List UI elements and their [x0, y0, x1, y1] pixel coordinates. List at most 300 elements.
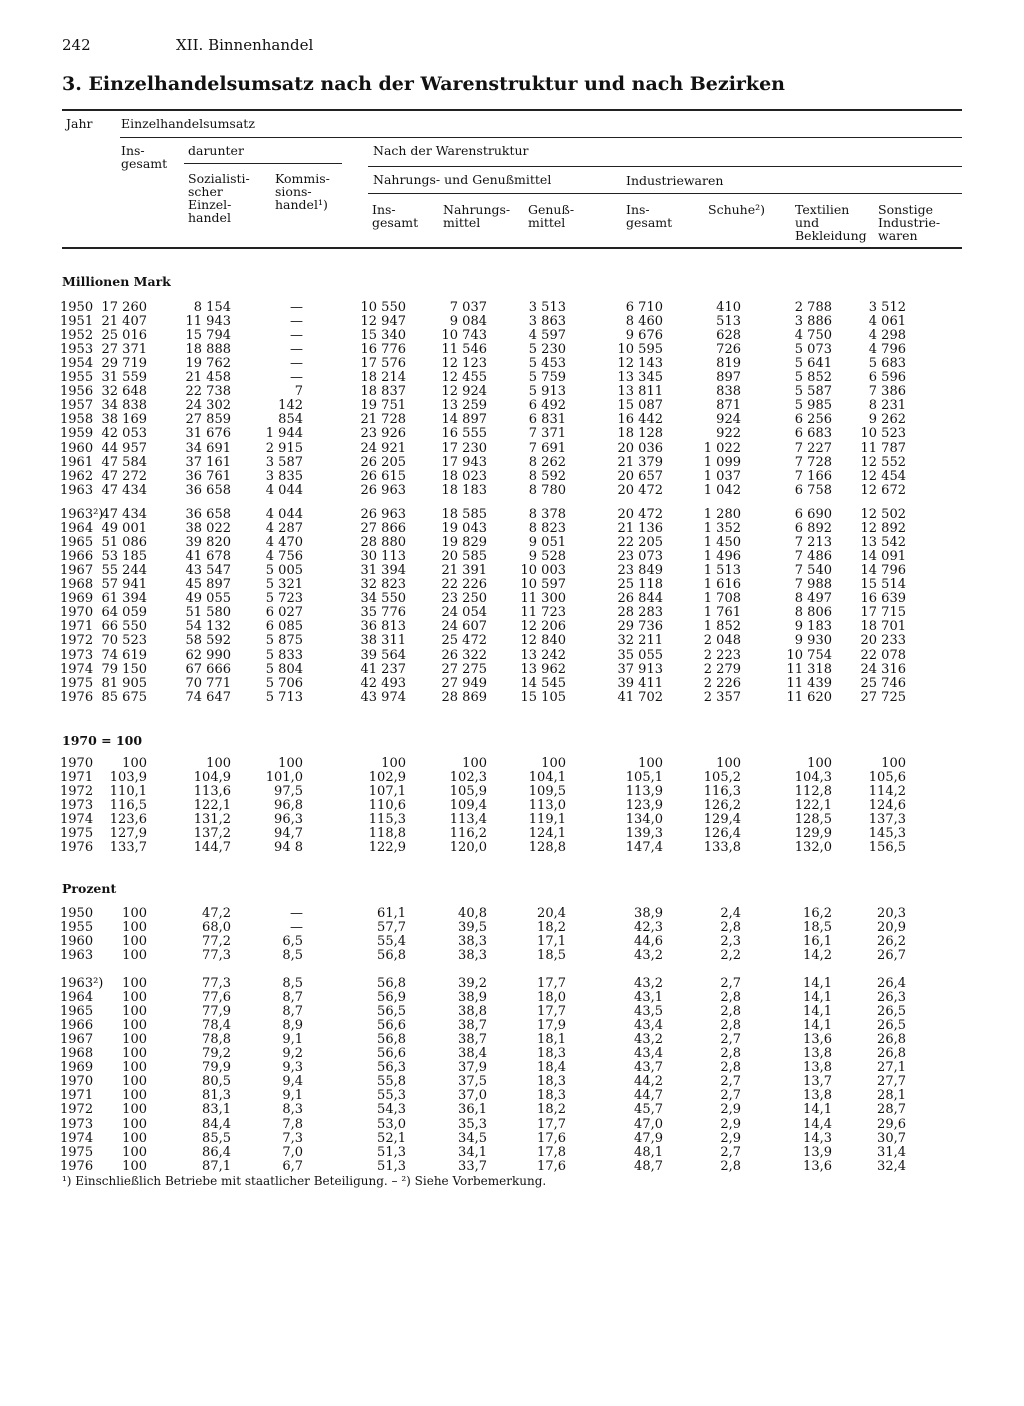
cell-schuhe: 126,2	[703, 798, 741, 814]
cell-n-insgesamt: 55,4	[377, 934, 406, 950]
cell-n-insgesamt: 56,5	[377, 1004, 406, 1020]
table-row	[0, 1118, 1024, 1132]
cell-i-insgesamt: 32 211	[617, 633, 663, 649]
cell-textilien: 6 892	[794, 521, 832, 537]
cell-i-insgesamt: 9 676	[625, 328, 663, 344]
cell-kommission: 9,1	[282, 1088, 303, 1104]
cell-sozialistisch: 39 820	[185, 535, 231, 551]
cell-kommission: 9,3	[282, 1060, 303, 1076]
cell-jahr: 1950	[60, 300, 94, 315]
cell-kommission: 4 470	[265, 535, 303, 551]
cell-jahr: 1976	[60, 1158, 94, 1174]
cell-i-insgesamt: 123,9	[625, 798, 663, 814]
cell-schuhe: 2 357	[703, 689, 741, 705]
cell-kommission: —	[290, 370, 303, 386]
cell-sonstige: 24 316	[860, 661, 906, 677]
cell-textilien: 11 318	[786, 661, 832, 677]
table-row	[0, 1160, 1024, 1174]
cell-textilien: 5 641	[794, 356, 832, 372]
cell-textilien: 13,6	[803, 1158, 832, 1174]
table-row	[0, 427, 1024, 441]
cell-n-insgesamt: 51,3	[377, 1158, 406, 1174]
cell-sozialistisch: 38 022	[185, 521, 231, 537]
cell-i-insgesamt: 6 710	[625, 300, 663, 315]
cell-textilien: 4 750	[794, 328, 832, 344]
cell-n-insgesamt: 102,9	[368, 770, 406, 786]
cell-i-insgesamt: 47,9	[634, 1130, 663, 1146]
cell-sonstige: 9 262	[868, 412, 906, 428]
cell-schuhe: 105,2	[703, 770, 741, 786]
cell-n-insgesamt: 38 311	[360, 633, 406, 649]
cell-schuhe: 2,8	[720, 1046, 741, 1062]
cell-schuhe: 2,9	[720, 1130, 741, 1146]
cell-kommission: 8,3	[282, 1102, 303, 1118]
cell-sonstige: 12 672	[860, 482, 906, 498]
cell-n-insgesamt: 100	[381, 756, 406, 771]
cell-insgesamt: 74 619	[101, 647, 147, 663]
cell-sonstige: 25 746	[860, 675, 906, 691]
cell-n-insgesamt: 28 880	[360, 535, 406, 551]
cell-i-insgesamt: 8 460	[625, 314, 663, 330]
cell-nahrungsmittel: 120,0	[449, 840, 487, 856]
cell-i-insgesamt: 105,1	[625, 770, 663, 786]
table-title: 3. Einzelhandelsumsatz nach der Warenstruktur und nach Bezirken	[62, 73, 785, 95]
cell-sozialistisch: 81,3	[202, 1088, 231, 1104]
cell-kommission: 142	[278, 398, 303, 414]
cell-kommission: 6 027	[265, 605, 303, 621]
cell-i-insgesamt: 18 128	[617, 426, 663, 442]
cell-textilien: 10 754	[786, 647, 832, 663]
cell-jahr: 1964	[60, 990, 94, 1006]
cell-nahrungsmittel: 116,2	[449, 826, 487, 842]
cell-kommission: 1 944	[265, 426, 303, 442]
cell-nahrungsmittel: 18 585	[441, 507, 487, 522]
header-rule-top	[62, 109, 962, 111]
cell-jahr: 1969	[60, 1060, 94, 1076]
cell-insgesamt: 100	[122, 934, 147, 950]
cell-genussmittel: 10 003	[520, 563, 566, 579]
cell-sozialistisch: 122,1	[193, 798, 231, 814]
cell-sonstige: 27,7	[877, 1074, 906, 1090]
cell-sonstige: 12 502	[860, 507, 906, 522]
cell-textilien: 2 788	[794, 300, 832, 315]
table-row	[0, 606, 1024, 620]
cell-sozialistisch: 54 132	[185, 619, 231, 635]
cell-sonstige: 8 231	[868, 398, 906, 414]
cell-sonstige: 18 701	[860, 619, 906, 635]
cell-jahr: 1951	[60, 314, 94, 330]
cell-nahrungsmittel: 109,4	[449, 798, 487, 814]
cell-kommission: 101,0	[265, 770, 303, 786]
cell-i-insgesamt: 10 595	[617, 342, 663, 358]
cell-i-insgesamt: 113,9	[625, 784, 663, 800]
cell-kommission: 4 287	[265, 521, 303, 537]
cell-genussmittel: 5 913	[528, 384, 566, 400]
cell-schuhe: 1 616	[703, 577, 741, 593]
cell-i-insgesamt: 43,2	[634, 976, 663, 991]
cell-insgesamt: 100	[122, 1144, 147, 1160]
chapter-title: XII. Binnenhandel	[176, 36, 314, 54]
header-rule-einzel	[120, 137, 962, 138]
cell-nahrungsmittel: 18 023	[441, 468, 487, 484]
cell-insgesamt: 31 559	[101, 370, 147, 386]
cell-schuhe: 100	[716, 756, 741, 771]
table-row	[0, 343, 1024, 357]
cell-sonstige: 3 512	[868, 300, 906, 315]
cell-sonstige: 4 796	[868, 342, 906, 358]
cell-sozialistisch: 51 580	[185, 605, 231, 621]
cell-n-insgesamt: 51,3	[377, 1144, 406, 1160]
cell-jahr: 1975	[60, 675, 94, 691]
table-row	[0, 691, 1024, 705]
cell-n-insgesamt: 36 813	[360, 619, 406, 635]
cell-genussmittel: 18,1	[537, 1032, 566, 1048]
cell-sonstige: 20,9	[877, 920, 906, 936]
cell-kommission: 7,8	[282, 1116, 303, 1132]
cell-sozialistisch: 144,7	[193, 840, 231, 856]
cell-jahr: 1976	[60, 840, 94, 856]
cell-insgesamt: 34 838	[101, 398, 147, 414]
cell-schuhe: 2,3	[720, 934, 741, 950]
cell-genussmittel: 124,1	[528, 826, 566, 842]
cell-sozialistisch: 45 897	[185, 577, 231, 593]
cell-insgesamt: 57 941	[101, 577, 147, 593]
table-row	[0, 484, 1024, 498]
cell-nahrungsmittel: 34,5	[458, 1130, 487, 1146]
cell-genussmittel: 14 545	[520, 675, 566, 691]
cell-kommission: 100	[278, 756, 303, 771]
cell-i-insgesamt: 23 849	[617, 563, 663, 579]
cell-n-insgesamt: 26 205	[360, 454, 406, 470]
table-row	[0, 620, 1024, 634]
cell-sonstige: 22 078	[860, 647, 906, 663]
cell-nahrungsmittel: 12 455	[441, 370, 487, 386]
cell-insgesamt: 100	[122, 948, 147, 964]
cell-nahrungsmittel: 20 585	[441, 549, 487, 565]
cell-jahr: 1963	[60, 482, 94, 498]
cell-textilien: 6 690	[794, 507, 832, 522]
cell-i-insgesamt: 139,3	[625, 826, 663, 842]
table-row	[0, 977, 1024, 991]
cell-nahrungsmittel: 26 322	[441, 647, 487, 663]
cell-kommission: 9,2	[282, 1046, 303, 1062]
cell-n-insgesamt: 26 615	[360, 468, 406, 484]
cell-genussmittel: 18,4	[537, 1060, 566, 1076]
cell-nahrungsmittel: 37,5	[458, 1074, 487, 1090]
cell-sozialistisch: 19 762	[185, 356, 231, 372]
cell-sonstige: 12 892	[860, 521, 906, 537]
cell-kommission: 8,5	[282, 948, 303, 964]
cell-sozialistisch: 36 658	[185, 482, 231, 498]
cell-jahr: 1970	[60, 1074, 94, 1090]
cell-nahrungsmittel: 38,7	[458, 1032, 487, 1048]
cell-nahrungsmittel: 37,9	[458, 1060, 487, 1076]
table-row	[0, 592, 1024, 606]
cell-textilien: 13,7	[803, 1074, 832, 1090]
header-nahrung-group: Nahrungs- und Genußmittel	[373, 172, 552, 187]
cell-n-insgesamt: 110,6	[368, 798, 406, 814]
cell-n-insgesamt: 56,8	[377, 1032, 406, 1048]
cell-i-insgesamt: 38,9	[634, 906, 663, 921]
cell-textilien: 8 806	[794, 605, 832, 621]
cell-sonstige: 14 091	[860, 549, 906, 565]
cell-insgesamt: 47 584	[101, 454, 147, 470]
cell-i-insgesamt: 44,6	[634, 934, 663, 950]
cell-schuhe: 410	[716, 300, 741, 315]
cell-genussmittel: 12 206	[520, 619, 566, 635]
cell-genussmittel: 7 371	[528, 426, 566, 442]
table-row	[0, 357, 1024, 371]
cell-kommission: 7,0	[282, 1144, 303, 1160]
cell-insgesamt: 100	[122, 906, 147, 921]
cell-schuhe: 1 513	[703, 563, 741, 579]
cell-kommission: 9,4	[282, 1074, 303, 1090]
cell-n-insgesamt: 16 776	[360, 342, 406, 358]
cell-jahr: 1975	[60, 1144, 94, 1160]
cell-sozialistisch: 34 691	[185, 440, 231, 456]
cell-sozialistisch: 62 990	[185, 647, 231, 663]
cell-nahrungsmittel: 14 897	[441, 412, 487, 428]
cell-sonstige: 26,5	[877, 1004, 906, 1020]
cell-jahr: 1963²)	[60, 976, 104, 991]
table-row	[0, 841, 1024, 855]
cell-nahrungsmittel: 24 607	[441, 619, 487, 635]
cell-textilien: 14,3	[803, 1130, 832, 1146]
cell-kommission: 5 321	[265, 577, 303, 593]
cell-nahrungsmittel: 38,3	[458, 934, 487, 950]
header-sonstige: Sonstige Industrie- waren	[878, 202, 941, 243]
cell-genussmittel: 17,6	[537, 1130, 566, 1146]
cell-sonstige: 13 542	[860, 535, 906, 551]
cell-kommission: 96,8	[274, 798, 303, 814]
cell-i-insgesamt: 21 136	[617, 521, 663, 537]
cell-nahrungsmittel: 10 743	[441, 328, 487, 344]
cell-schuhe: 2,9	[720, 1116, 741, 1132]
cell-kommission: 5 713	[265, 689, 303, 705]
cell-genussmittel: 6 831	[528, 412, 566, 428]
cell-sozialistisch: 131,2	[193, 812, 231, 828]
cell-i-insgesamt: 22 205	[617, 535, 663, 551]
cell-genussmittel: 8 378	[528, 507, 566, 522]
cell-insgesamt: 61 394	[101, 591, 147, 607]
cell-genussmittel: 18,3	[537, 1074, 566, 1090]
cell-insgesamt: 85 675	[101, 689, 147, 705]
cell-n-insgesamt: 32 823	[360, 577, 406, 593]
cell-i-insgesamt: 25 118	[617, 577, 663, 593]
cell-schuhe: 1 450	[703, 535, 741, 551]
cell-kommission: 3 835	[265, 468, 303, 484]
section-label: Prozent	[62, 881, 117, 896]
cell-textilien: 6 683	[794, 426, 832, 442]
cell-jahr: 1955	[60, 920, 94, 936]
cell-nahrungsmittel: 13 259	[441, 398, 487, 414]
cell-insgesamt: 100	[122, 1130, 147, 1146]
cell-jahr: 1968	[60, 1046, 94, 1062]
cell-kommission: 5 005	[265, 563, 303, 579]
cell-genussmittel: 8 780	[528, 482, 566, 498]
cell-textilien: 13,6	[803, 1032, 832, 1048]
cell-textilien: 11 620	[786, 689, 832, 705]
cell-sozialistisch: 68,0	[202, 920, 231, 936]
cell-jahr: 1972	[60, 784, 94, 800]
cell-i-insgesamt: 44,2	[634, 1074, 663, 1090]
cell-genussmittel: 20,4	[537, 906, 566, 921]
cell-jahr: 1971	[60, 770, 94, 786]
table-row	[0, 1146, 1024, 1160]
cell-nahrungsmittel: 28 869	[441, 689, 487, 705]
table-row	[0, 1132, 1024, 1146]
cell-sozialistisch: 87,1	[202, 1158, 231, 1174]
cell-i-insgesamt: 48,7	[634, 1158, 663, 1174]
cell-sonstige: 14 796	[860, 563, 906, 579]
cell-textilien: 16,1	[803, 934, 832, 950]
cell-kommission: 9,1	[282, 1032, 303, 1048]
cell-textilien: 5 985	[794, 398, 832, 414]
cell-jahr: 1961	[60, 454, 94, 470]
cell-sonstige: 10 523	[860, 426, 906, 442]
cell-insgesamt: 79 150	[101, 661, 147, 677]
cell-jahr: 1967	[60, 563, 94, 579]
cell-genussmittel: 18,2	[537, 1102, 566, 1118]
cell-kommission: 7	[294, 384, 303, 400]
cell-n-insgesamt: 35 776	[360, 605, 406, 621]
table-row	[0, 771, 1024, 785]
cell-textilien: 14,2	[803, 948, 832, 964]
cell-insgesamt: 100	[122, 1074, 147, 1090]
header-nahrungsmittel: Nahrungs- mittel	[443, 202, 511, 230]
cell-nahrungsmittel: 23 250	[441, 591, 487, 607]
cell-textilien: 5 587	[794, 384, 832, 400]
cell-jahr: 1974	[60, 661, 94, 677]
cell-jahr: 1974	[60, 1130, 94, 1146]
cell-textilien: 122,1	[794, 798, 832, 814]
cell-schuhe: 126,4	[703, 826, 741, 842]
cell-insgesamt: 100	[122, 1102, 147, 1118]
cell-sonstige: 28,7	[877, 1102, 906, 1118]
cell-textilien: 8 497	[794, 591, 832, 607]
cell-genussmittel: 17,8	[537, 1144, 566, 1160]
header-rule-sub	[368, 193, 962, 194]
cell-jahr: 1973	[60, 647, 94, 663]
cell-genussmittel: 5 230	[528, 342, 566, 358]
cell-kommission: —	[290, 328, 303, 344]
cell-nahrungsmittel: 38,7	[458, 1018, 487, 1034]
cell-jahr: 1970	[60, 605, 94, 621]
table-row	[0, 921, 1024, 935]
cell-i-insgesamt: 20 036	[617, 440, 663, 456]
cell-n-insgesamt: 122,9	[368, 840, 406, 856]
cell-i-insgesamt: 15 087	[617, 398, 663, 414]
cell-textilien: 14,4	[803, 1116, 832, 1132]
cell-schuhe: 1 352	[703, 521, 741, 537]
cell-genussmittel: 17,6	[537, 1158, 566, 1174]
cell-schuhe: 2,8	[720, 920, 741, 936]
cell-textilien: 7 166	[794, 468, 832, 484]
cell-i-insgesamt: 37 913	[617, 661, 663, 677]
cell-i-insgesamt: 43,4	[634, 1046, 663, 1062]
cell-schuhe: 1 708	[703, 591, 741, 607]
cell-sozialistisch: 137,2	[193, 826, 231, 842]
cell-textilien: 9 930	[794, 633, 832, 649]
cell-i-insgesamt: 42,3	[634, 920, 663, 936]
cell-textilien: 112,8	[794, 784, 832, 800]
cell-kommission: 8,7	[282, 990, 303, 1006]
cell-schuhe: 2,8	[720, 1004, 741, 1020]
cell-genussmittel: 119,1	[528, 812, 566, 828]
cell-sonstige: 11 787	[860, 440, 906, 456]
cell-textilien: 5 852	[794, 370, 832, 386]
cell-textilien: 100	[807, 756, 832, 771]
table-row	[0, 399, 1024, 413]
cell-nahrungsmittel: 40,8	[458, 906, 487, 921]
table-row	[0, 935, 1024, 949]
cell-nahrungsmittel: 34,1	[458, 1144, 487, 1160]
cell-sozialistisch: 27 859	[185, 412, 231, 428]
cell-kommission: 8,7	[282, 1004, 303, 1020]
cell-kommission: 4 044	[265, 482, 303, 498]
cell-i-insgesamt: 12 143	[617, 356, 663, 372]
header-kommission: Kommis- sions- handel¹)	[275, 171, 330, 212]
cell-n-insgesamt: 55,3	[377, 1088, 406, 1104]
cell-i-insgesamt: 45,7	[634, 1102, 663, 1118]
cell-schuhe: 513	[716, 314, 741, 330]
cell-schuhe: 897	[716, 370, 741, 386]
cell-sonstige: 27 725	[860, 689, 906, 705]
header-schuhe: Schuhe²)	[708, 202, 766, 217]
cell-jahr: 1972	[60, 1102, 94, 1118]
cell-schuhe: 2,8	[720, 1158, 741, 1174]
cell-sonstige: 114,2	[868, 784, 906, 800]
cell-textilien: 13,8	[803, 1060, 832, 1076]
cell-textilien: 18,5	[803, 920, 832, 936]
cell-textilien: 14,1	[803, 976, 832, 991]
cell-sozialistisch: 80,5	[202, 1074, 231, 1090]
table-row	[0, 301, 1024, 315]
cell-insgesamt: 100	[122, 990, 147, 1006]
table-row	[0, 1005, 1024, 1019]
cell-insgesamt: 133,7	[109, 840, 147, 856]
cell-insgesamt: 100	[122, 920, 147, 936]
cell-n-insgesamt: 31 394	[360, 563, 406, 579]
cell-nahrungsmittel: 38,3	[458, 948, 487, 964]
table-row	[0, 315, 1024, 329]
footnote: ¹) Einschließlich Betriebe mit staatlicher Beteiligung. – ²) Siehe Vorbemerkung.	[62, 1174, 547, 1188]
cell-insgesamt: 100	[122, 1116, 147, 1132]
cell-insgesamt: 100	[122, 1060, 147, 1076]
cell-textilien: 14,1	[803, 1018, 832, 1034]
cell-kommission: 3 587	[265, 454, 303, 470]
cell-n-insgesamt: 56,9	[377, 990, 406, 1006]
cell-insgesamt: 127,9	[109, 826, 147, 842]
cell-textilien: 7 540	[794, 563, 832, 579]
cell-nahrungsmittel: 19 043	[441, 521, 487, 537]
cell-nahrungsmittel: 11 546	[441, 342, 487, 358]
cell-nahrungsmittel: 24 054	[441, 605, 487, 621]
cell-sozialistisch: 79,2	[202, 1046, 231, 1062]
cell-insgesamt: 44 957	[101, 440, 147, 456]
cell-genussmittel: 9 051	[528, 535, 566, 551]
cell-sozialistisch: 47,2	[202, 906, 231, 921]
cell-n-insgesamt: 39 564	[360, 647, 406, 663]
cell-textilien: 16,2	[803, 906, 832, 921]
cell-jahr: 1958	[60, 412, 94, 428]
cell-i-insgesamt: 26 844	[617, 591, 663, 607]
cell-schuhe: 1 037	[703, 468, 741, 484]
cell-schuhe: 2,7	[720, 1074, 741, 1090]
cell-kommission: 5 723	[265, 591, 303, 607]
cell-i-insgesamt: 43,7	[634, 1060, 663, 1076]
cell-genussmittel: 5 453	[528, 356, 566, 372]
